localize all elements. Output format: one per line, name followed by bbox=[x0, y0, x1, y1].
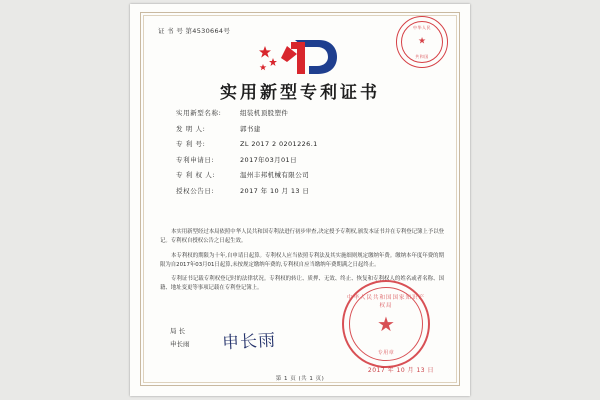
signature-title: 局 长 bbox=[170, 327, 186, 336]
field-value: 2017 年 10 月 13 日 bbox=[240, 186, 310, 195]
field-value: 温州丰邦机械有限公司 bbox=[240, 171, 309, 179]
field-label: 专 利 号: bbox=[176, 140, 206, 148]
star-icon: ★ bbox=[377, 312, 395, 336]
field-value: 2017年03月01日 bbox=[240, 155, 297, 164]
official-round-seal-icon bbox=[342, 280, 430, 368]
field-label: 专 利 权 人: bbox=[176, 171, 216, 179]
top-seal-upper-text: 中华人民 bbox=[413, 25, 431, 30]
page-footer: 第 1 页 (共 1 页) bbox=[275, 376, 325, 382]
field-value: 组装机顶股塑件 bbox=[240, 109, 289, 117]
seal-top-text: 中华人民共和国国家知识产权局 bbox=[346, 295, 425, 309]
field-value: 郭书建 bbox=[240, 124, 261, 133]
certificate-sheet bbox=[130, 4, 470, 396]
field-row bbox=[176, 139, 436, 148]
field-row bbox=[176, 108, 436, 117]
top-seal-lower-text: 共和国 bbox=[415, 54, 429, 59]
certificate-number: 证 书 号 第4530664号 bbox=[158, 27, 231, 35]
handwritten-signature: 申长雨 bbox=[221, 330, 277, 354]
field-row bbox=[176, 124, 436, 133]
seal-date-stamp: 2017 年 10 月 13 日 bbox=[367, 367, 434, 374]
field-label: 专利申请日: bbox=[176, 155, 215, 164]
patent-office-logo-icon bbox=[257, 36, 343, 78]
field-list bbox=[176, 108, 436, 201]
signature-printed-name: 申长雨 bbox=[170, 339, 190, 348]
field-label: 授权公告日: bbox=[176, 186, 215, 195]
field-label: 实用新型名称: bbox=[176, 109, 222, 117]
field-row bbox=[176, 170, 436, 179]
national-emblem-seal-icon bbox=[396, 16, 448, 68]
field-label: 发 明 人: bbox=[176, 124, 206, 133]
body-paragraph: 专利证书记载专利权登记时的法律状况。专利权的转让、质押、无效、终止、恢复和专利权人的姓名或者名称、国籍、地址变更等事项记载在专利登记簿上。 bbox=[160, 276, 444, 292]
star-icon: ★ bbox=[417, 36, 427, 47]
seal-bottom-text: 专用章 bbox=[377, 350, 395, 356]
body-paragraph: 本实用新型经过本局依照中华人民共和国专利法进行初步审查,决定授予专利权,颁发本证书并在专利登记簿上予以登记。专利权自授权公告之日起生效。 bbox=[160, 229, 444, 245]
field-value: ZL 2017 2 0201226.1 bbox=[240, 140, 318, 148]
field-row bbox=[176, 155, 436, 164]
signature-title-block bbox=[170, 325, 190, 350]
body-paragraph: 本专利权的期限为十年,自申请日起算。专利权人应当依照专利法及其实施细则规定缴纳年费。缴纳本年度年费的期限为自2017年03月01日起算,未按规定缴纳年费的,专利权自应当缴纳年费期满之日起终止。 bbox=[160, 252, 444, 268]
field-row bbox=[176, 186, 436, 195]
page-title: 实用新型专利证书 bbox=[220, 83, 380, 103]
